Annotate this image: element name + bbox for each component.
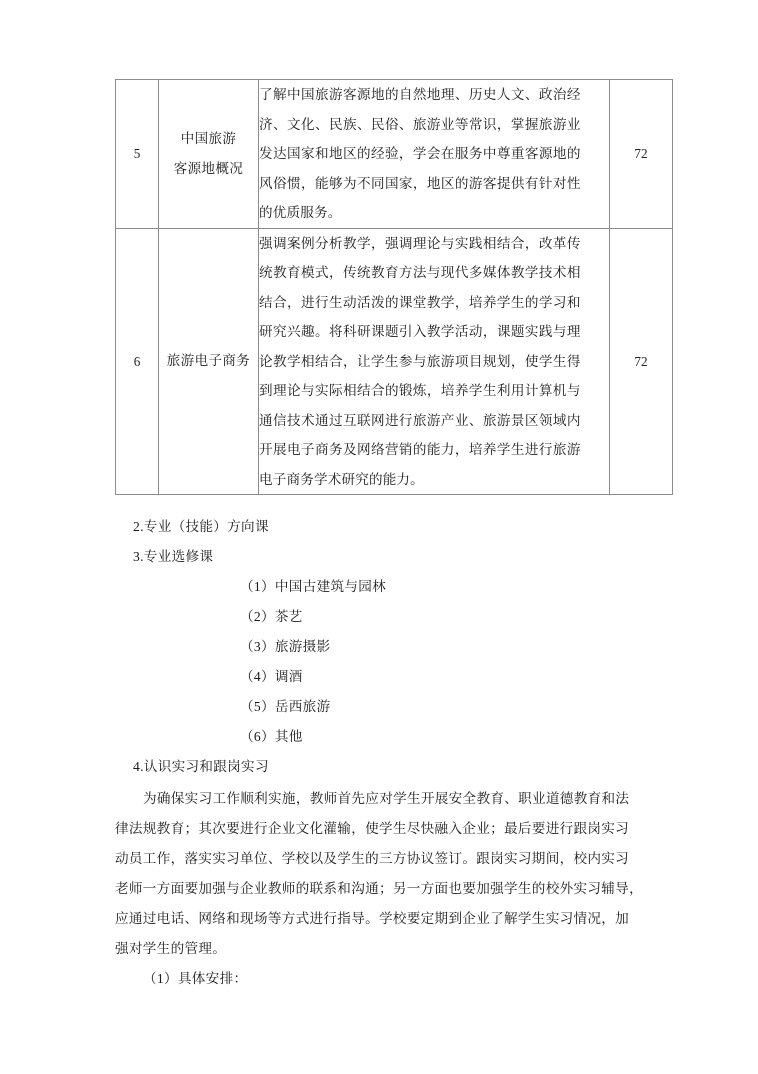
- table-row: [116, 80, 673, 229]
- course-description-cell: [259, 228, 610, 495]
- paragraph-line: 老师一方面要加强与企业教师的联系和沟通；另一方面也要加强学生的校外实习辅导，: [115, 881, 643, 896]
- description-line: 发达国家和地区的经验，学会在服务中尊重客源地的: [259, 146, 581, 161]
- course-name-line: 客源地概况: [173, 160, 244, 176]
- description-line: 通信技术通过互联网进行旅游产业、旅游景区领域内: [259, 412, 581, 428]
- course-name-line: 旅游电子商务: [166, 353, 251, 369]
- outline-item-3: 3.专业选修课: [133, 549, 214, 564]
- description-line: 济、文化、民族、民俗、旅游业等常识，掌握旅游业: [259, 116, 581, 132]
- paragraph-line: 为确保实习工作顺利实施，教师首先应对学生开展安全教育、职业道德教育和法: [143, 791, 630, 806]
- course-hours-cell: 72: [610, 80, 673, 229]
- description-line: 到理论与实际相结合的锻炼，培养学生利用计算机与: [259, 383, 581, 398]
- description-line: 电子商务学术研究的能力。: [259, 471, 424, 487]
- description-line: 研究兴趣。将科研课题引入教学活动，课题实践与理: [259, 324, 581, 339]
- description-line: 统教育模式，传统教育方法与现代多媒体教学技术相: [259, 265, 581, 280]
- description-line: 的优质服务。: [259, 205, 342, 220]
- elective-item: （2）茶艺: [240, 609, 303, 624]
- description-line: 强调案例分析教学，强调理论与实践相结合，改革传: [259, 235, 581, 251]
- course-description-table: [115, 79, 673, 495]
- description-line: 开展电子商务及网络营销的能力，培养学生进行旅游: [259, 442, 581, 457]
- paragraph-line: 动员工作，落实实习单位、学校以及学生的三方协议签订。跟岗实习期间，校内实习: [115, 851, 630, 866]
- paragraph-line: 律法规教育；其次要进行企业文化灌输，使学生尽快融入企业；最后要进行跟岗实习: [115, 821, 630, 836]
- course-name-cell: [159, 228, 259, 495]
- description-line: 论教学相结合，让学生参与旅游项目规划，使学生得: [259, 353, 581, 369]
- paragraph-line: 应通过电话、网络和现场等方式进行指导。学校要定期到企业了解学生实习情况，加: [115, 911, 630, 926]
- course-hours-cell: 72: [610, 228, 673, 495]
- table-row: [116, 228, 673, 495]
- outline-item-4: 4.认识实习和跟岗实习: [133, 759, 269, 774]
- elective-item: （5）岳西旅游: [240, 699, 331, 714]
- row-number-cell: 5: [116, 80, 159, 229]
- subsection-item-1: （1）具体安排：: [143, 971, 248, 986]
- course-name-cell: [159, 80, 259, 229]
- course-description-cell: [259, 80, 610, 229]
- description-line: 风俗惯，能够为不同国家，地区的游客提供有针对性: [259, 175, 581, 191]
- elective-item: （4）调酒: [240, 669, 303, 684]
- paragraph-line: 强对学生的管理。: [115, 941, 227, 956]
- row-number-cell: 6: [116, 228, 159, 495]
- elective-item: （3）旅游摄影: [240, 639, 331, 654]
- document-body: [115, 512, 675, 994]
- description-line: 结合，进行生动活泼的课堂教学，培养学生的学习和: [259, 294, 581, 310]
- course-name-line: 中国旅游: [180, 130, 237, 146]
- internship-paragraph: [115, 784, 675, 964]
- outline-item-2: 2.专业（技能）方向课: [133, 519, 269, 534]
- elective-item: （6）其他: [240, 729, 303, 744]
- elective-item: （1）中国古建筑与园林: [240, 579, 387, 594]
- description-line: 了解中国旅游客源地的自然地理、历史人文、政治经: [259, 87, 581, 102]
